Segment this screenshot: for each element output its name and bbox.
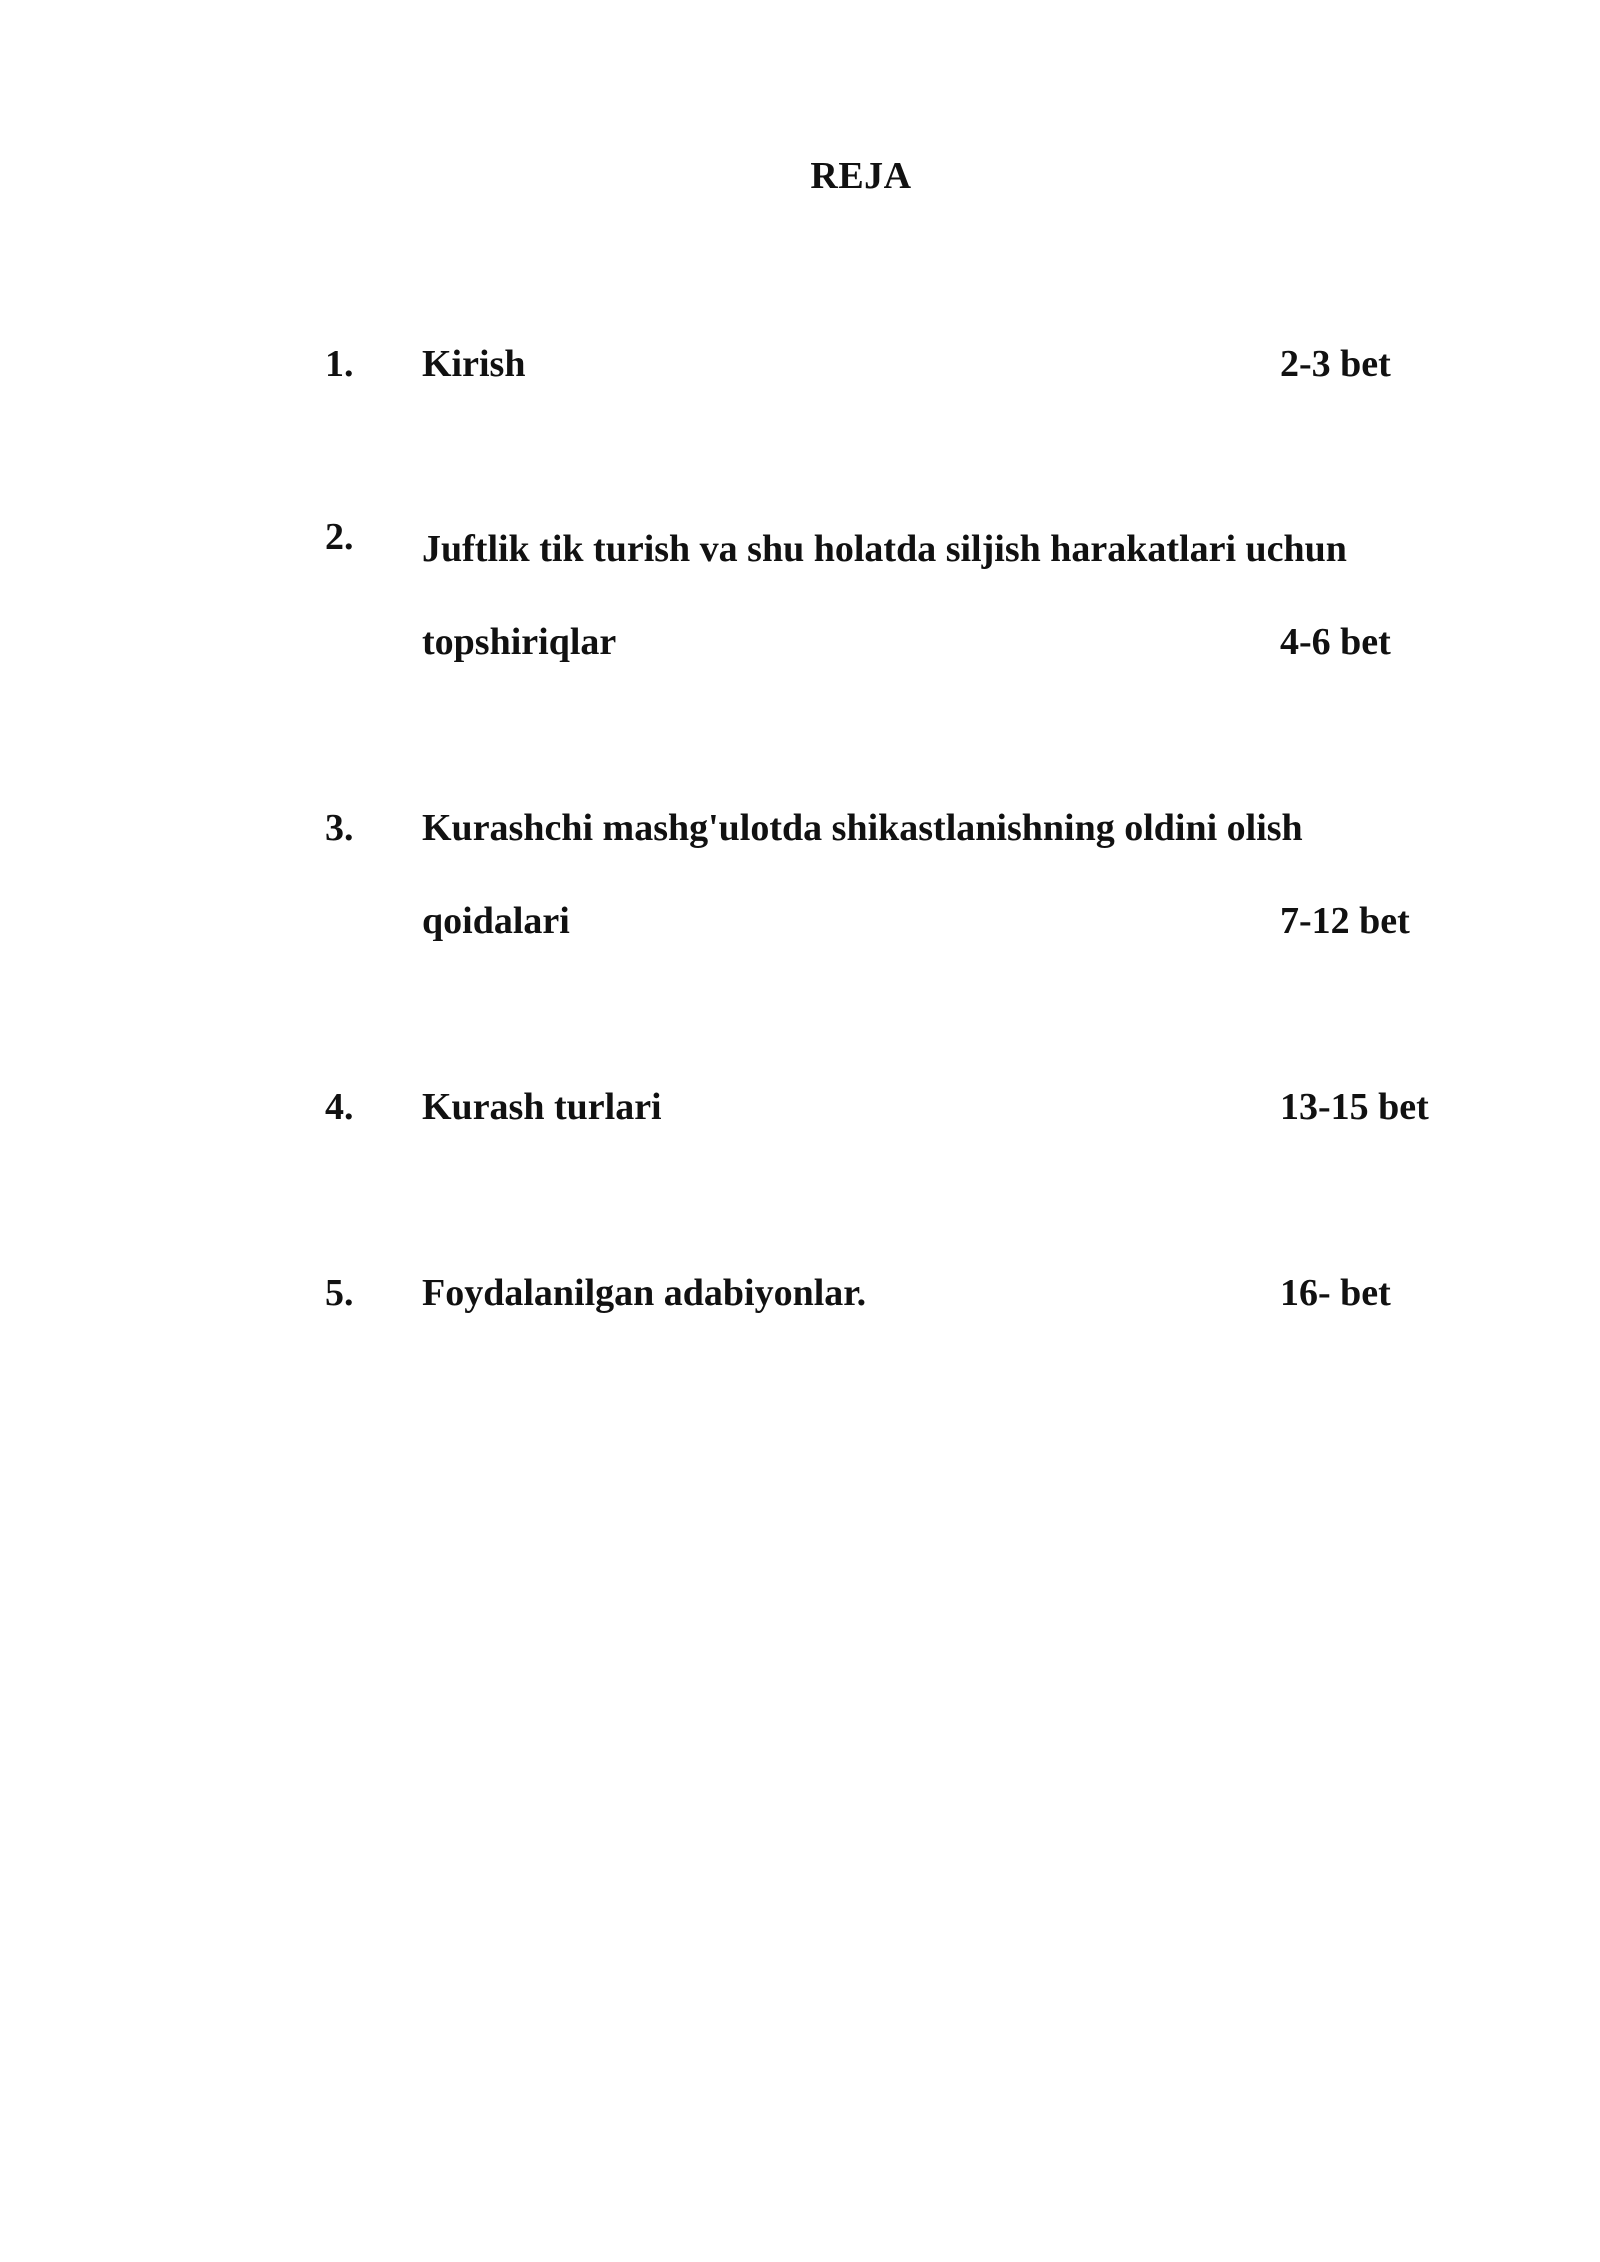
toc-item-4-text: Kurash turlari — [422, 1086, 662, 1128]
toc-item-5-text: Foydalanilgan adabiyonlar. — [422, 1272, 867, 1314]
toc-item-3-text-line-2: qoidalari — [422, 900, 570, 942]
toc-item-2-pages: 4-6 bet — [1280, 621, 1391, 663]
toc-item-5-pages: 16- bet — [1280, 1272, 1391, 1314]
toc-item-1-text: Kirish — [422, 343, 526, 385]
page-title: REJA — [810, 155, 912, 197]
toc-item-2-text-line-2: topshiriqlar — [422, 621, 617, 663]
toc-item-4-pages: 13-15 bet — [1280, 1086, 1429, 1128]
toc-item-3-pages: 7-12 bet — [1280, 900, 1410, 942]
toc-item-3-text-line-1: Kurashchi mashg'ulotda shikastlanishning oldini olish — [422, 807, 1303, 849]
toc-item-3-number: 3. — [325, 807, 354, 849]
toc-item-2-text-line-1: Juftlik tik turish va shu holatda siljish harakatlari uchun — [422, 528, 1347, 570]
toc-item-4-number: 4. — [325, 1086, 354, 1128]
toc-item-1-pages: 2-3 bet — [1280, 343, 1391, 385]
toc-item-5-number: 5. — [325, 1272, 354, 1314]
toc-item-1-number: 1. — [325, 343, 354, 385]
toc-item-2-number: 2. — [325, 516, 354, 558]
